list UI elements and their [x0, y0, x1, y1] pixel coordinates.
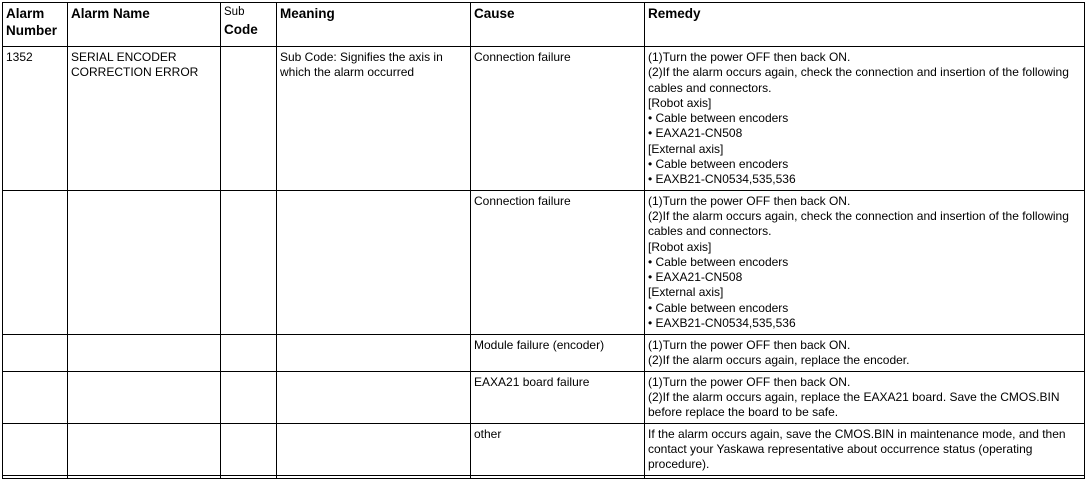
- cell-meaning: Sub Code: Signifies the axis in which the alarm occurred: [277, 47, 471, 191]
- cell-empty: [3, 475, 68, 478]
- cell-alarm-name: [68, 371, 221, 423]
- remedy-line: • Cable between encoders: [648, 157, 789, 172]
- remedy-line: [External axis]: [648, 285, 724, 300]
- cell-cause: Module failure (encoder): [471, 334, 645, 371]
- cell-alarm-number: [3, 334, 68, 371]
- cell-cause: Connection failure: [471, 47, 645, 191]
- table-row: [3, 423, 1085, 475]
- remedy-line: (2)If the alarm occurs again, check the connection and insertion of the following cables and connectors.: [648, 208, 1069, 239]
- table-header-row: [3, 3, 1085, 47]
- remedy-line: (1)Turn the power OFF then back ON.: [648, 193, 851, 208]
- header-meaning: Meaning: [277, 3, 471, 47]
- remedy-line: • Cable between encoders: [648, 300, 789, 315]
- remedy-line: • EAXB21-CN0534,535,536: [648, 172, 796, 187]
- remedy-line: (1)Turn the power OFF then back ON.: [648, 374, 851, 389]
- cell-sub-code: [221, 334, 277, 371]
- cell-alarm-number: [3, 190, 68, 334]
- cell-cause: other: [471, 423, 645, 475]
- cell-cause: Connection failure: [471, 190, 645, 334]
- cell-remedy: [645, 334, 1085, 371]
- cell-remedy: [645, 190, 1085, 334]
- table-row-continuation: [3, 475, 1085, 478]
- cell-alarm-name: SERIAL ENCODER CORRECTION ERROR: [68, 47, 221, 191]
- remedy-line: (2)If the alarm occurs again, replace the encoder.: [648, 352, 910, 367]
- remedy-line: • Cable between encoders: [648, 111, 789, 126]
- remedy-line: • EAXB21-CN0534,535,536: [648, 316, 796, 331]
- cell-empty: [277, 475, 471, 478]
- header-alarm-number: Alarm Number: [3, 3, 68, 47]
- remedy-line: [Robot axis]: [648, 239, 712, 254]
- remedy-line: (1)Turn the power OFF then back ON.: [648, 50, 851, 64]
- cell-empty: [68, 475, 221, 478]
- cell-remedy: [645, 423, 1085, 475]
- cell-empty: [645, 475, 1085, 478]
- header-sub-code-bottom: Code: [224, 22, 258, 37]
- cell-empty: [471, 475, 645, 478]
- cell-sub-code: [221, 47, 277, 191]
- cell-alarm-name: [68, 423, 221, 475]
- alarm-table: [2, 2, 1085, 479]
- table-row: [3, 334, 1085, 371]
- cell-remedy: [645, 371, 1085, 423]
- cell-alarm-number: 1352: [3, 47, 68, 191]
- header-remedy: Remedy: [645, 3, 1085, 47]
- cell-cause: EAXA21 board failure: [471, 371, 645, 423]
- cell-sub-code: [221, 371, 277, 423]
- cell-alarm-name: [68, 190, 221, 334]
- table-row: [3, 371, 1085, 423]
- header-sub-code: [221, 3, 277, 47]
- cell-remedy: [645, 47, 1085, 191]
- remedy-line: (1)Turn the power OFF then back ON.: [648, 337, 851, 352]
- table-row: [3, 47, 1085, 191]
- cell-alarm-name: [68, 334, 221, 371]
- remedy-line: (2)If the alarm occurs again, check the connection and insertion of the following cables and connectors.: [648, 65, 1069, 95]
- cell-meaning: [277, 334, 471, 371]
- remedy-line: (2)If the alarm occurs again, replace the EAXA21 board. Save the CMOS.BIN before replace the board to be safe.: [648, 389, 1060, 420]
- remedy-line: If the alarm occurs again, save the CMOS.BIN in maintenance mode, and then contact your Yaskawa representative about occurrence status (operating procedure).: [648, 426, 1066, 472]
- cell-alarm-number: [3, 423, 68, 475]
- cell-sub-code: [221, 190, 277, 334]
- remedy-line: [External axis]: [648, 141, 724, 156]
- cell-sub-code: [221, 423, 277, 475]
- cell-alarm-number: [3, 371, 68, 423]
- cell-meaning: [277, 190, 471, 334]
- cell-meaning: [277, 371, 471, 423]
- cell-meaning: [277, 423, 471, 475]
- cell-empty: [221, 475, 277, 478]
- remedy-line: • Cable between encoders: [648, 254, 789, 269]
- header-sub-code-top: Sub: [224, 6, 245, 18]
- remedy-line: • EAXA21-CN508: [648, 270, 743, 285]
- remedy-line: [Robot axis]: [648, 95, 712, 110]
- header-cause: Cause: [471, 3, 645, 47]
- remedy-line: • EAXA21-CN508: [648, 126, 743, 141]
- header-alarm-name: Alarm Name: [68, 3, 221, 47]
- table-row: [3, 190, 1085, 334]
